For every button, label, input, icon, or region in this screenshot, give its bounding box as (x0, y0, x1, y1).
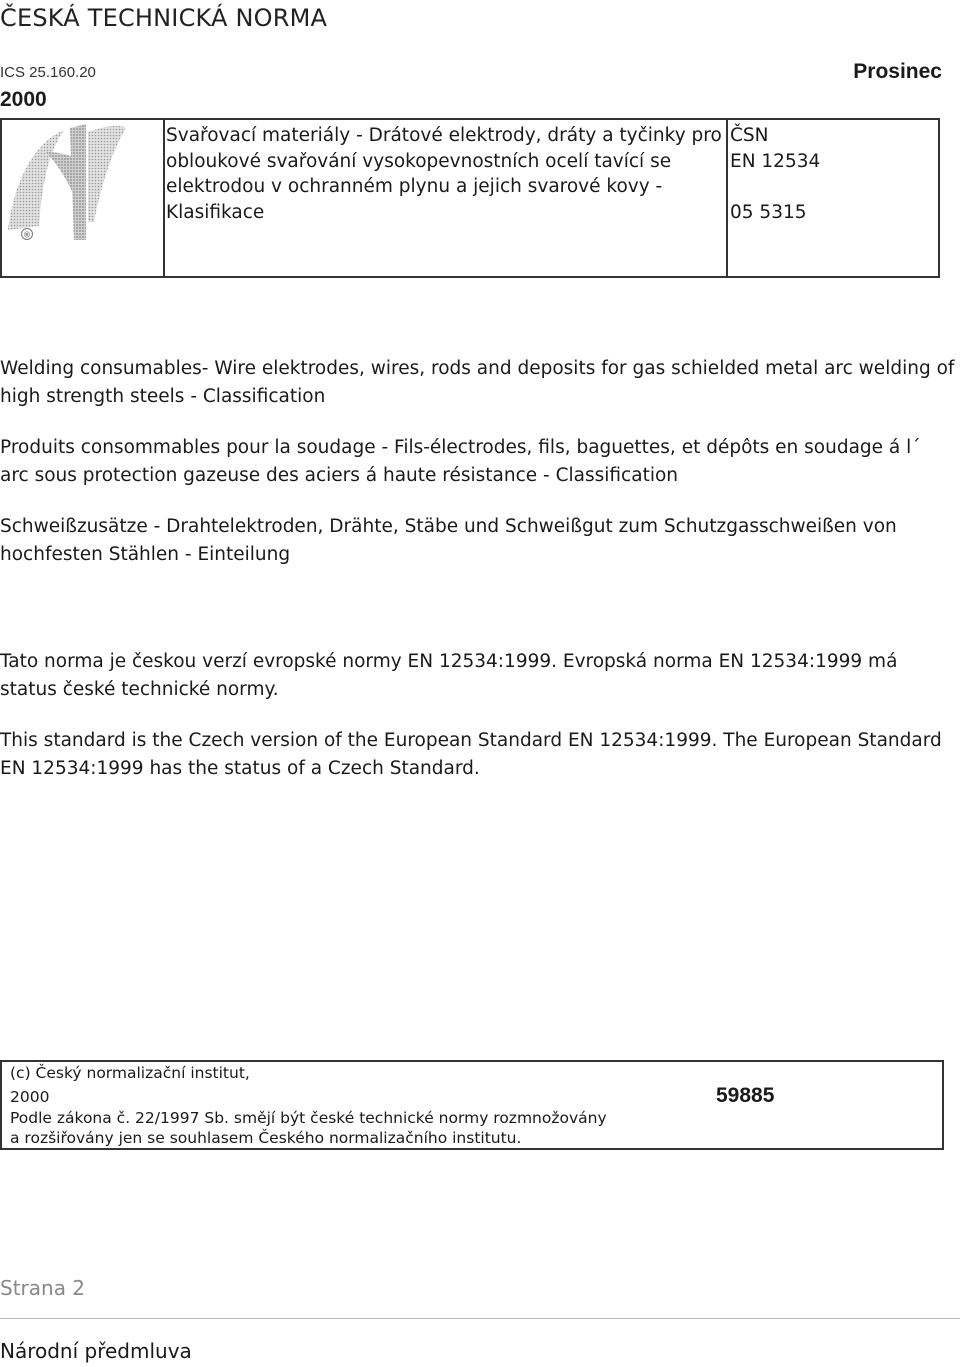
standard-number: EN 12534 (730, 151, 821, 172)
csn-label: ČSN (730, 125, 769, 146)
divider (726, 120, 728, 276)
status-czech: Tato norma je českou verzí evropské normy EN 12534:1999. Evropská norma EN 12534:1999 má status české technické normy. (0, 651, 898, 700)
law-notice-line: Podle zákona č. 22/1997 Sb. smějí být české technické normy rozmnožovány (10, 1109, 607, 1127)
page-label: Strana 2 (0, 1276, 86, 1300)
copyright-line: (c) Český normalizační institut, (10, 1064, 250, 1082)
standard-header-box (0, 118, 940, 278)
french-title: Produits consommables pour la soudage - Fils-électrodes, fils, baguettes, et dépôts en soudage á l´ arc sous protection gazeuse des aciers á haute résistance - Classification (0, 437, 921, 486)
document-title: ČESKÁ TECHNICKÁ NORMA (0, 4, 328, 32)
section-title: Národní předmluva (0, 1339, 192, 1363)
svg-text:®: ® (23, 230, 31, 240)
copyright-box (0, 1060, 944, 1150)
cni-logo (4, 122, 154, 248)
horizontal-rule (0, 1318, 960, 1319)
classification-number: 05 5315 (730, 202, 807, 223)
publication-year: 2000 (0, 88, 47, 111)
copyright-year: 2000 (10, 1088, 50, 1106)
divider (163, 120, 165, 276)
ics-code: ICS 25.160.20 (0, 64, 96, 81)
standard-czech-title: Svařovací materiály - Drátové elektrody, dráty a tyčinky pro obloukové svařování vysokopevnostních ocelí tavící se elektrodou v ochranném plynu a jejich svarové kovy - Klasifikace (166, 125, 722, 223)
english-title: Welding consumables- Wire elektrodes, wires, rods and deposits for gas schielded metal arc welding of high strength steels - Classification (0, 358, 955, 407)
law-notice-line: a rozšiřovány jen se souhlasem Českého normalizačního institutu. (10, 1129, 522, 1147)
publication-month: Prosinec (853, 60, 942, 83)
document-number: 59885 (716, 1084, 775, 1107)
german-title: Schweißzusätze - Drahtelektroden, Drähte, Stäbe und Schweißgut zum Schutzgasschweißen von hochfesten Stählen - Einteilung (0, 516, 897, 565)
status-english: This standard is the Czech version of the European Standard EN 12534:1999. The European Standard EN 12534:1999 has the status of a Czech Standard. (0, 730, 942, 779)
